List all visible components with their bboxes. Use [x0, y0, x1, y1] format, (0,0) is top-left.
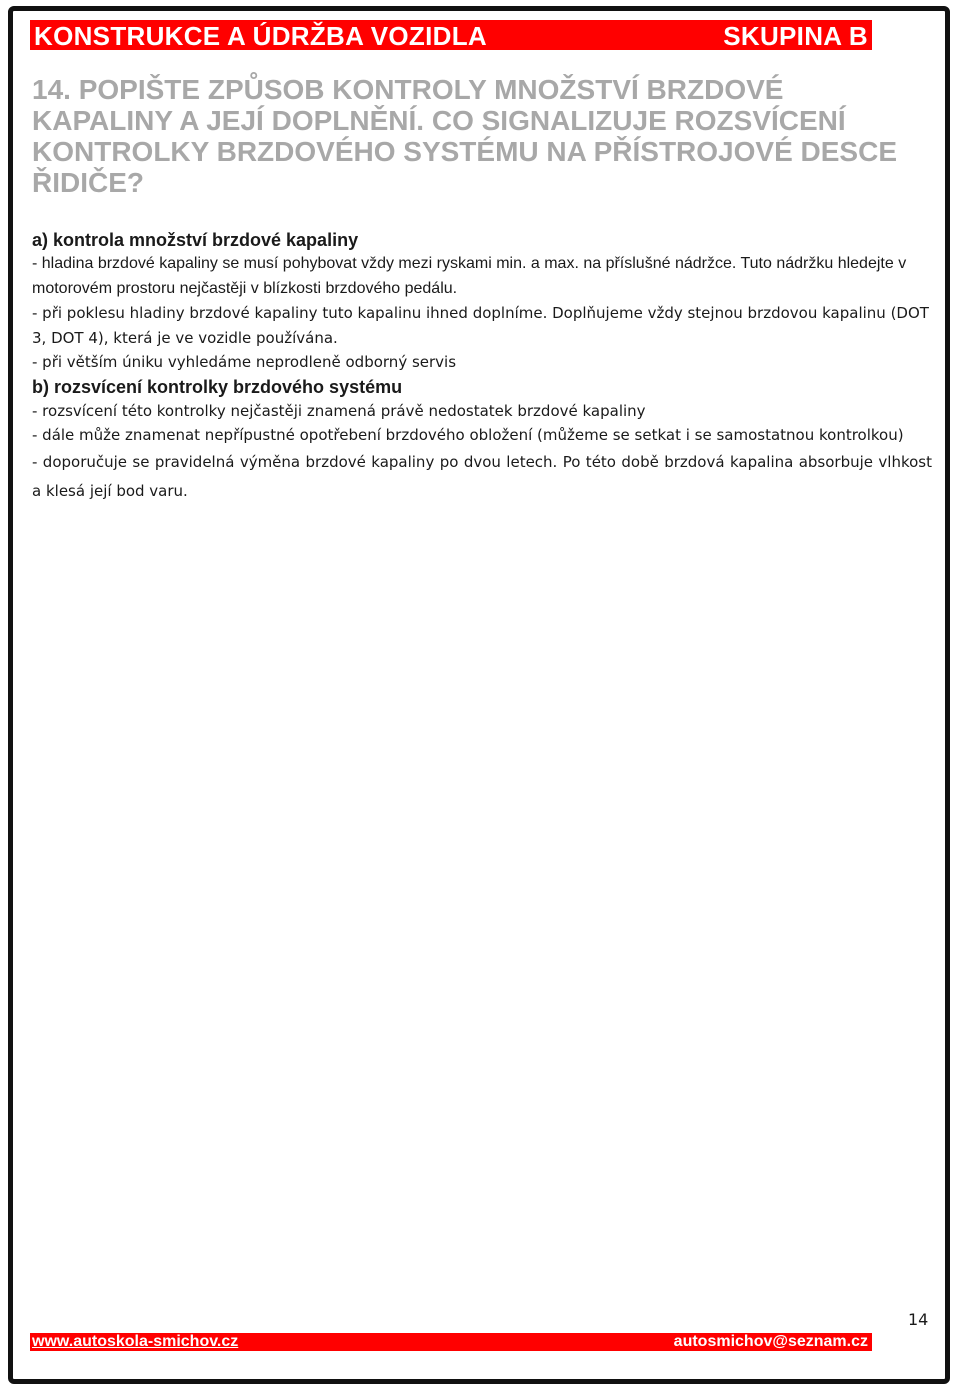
section-b-paragraph-2: - dále může znamenat nepřípustné opotřebení brzdového obložení (můžeme se setkat i se samostatnou kontrolkou): [32, 426, 904, 444]
footer-website-link[interactable]: www.autoskola-smichov.cz: [32, 1333, 239, 1350]
section-b-paragraph-3: - doporučuje se pravidelná výměna brzdové kapaliny po dvou letech. Po této době brzdová kapalina absorbuje vlhkost a klesá její bod varu.: [32, 452, 932, 500]
answer-content: [32, 228, 932, 506]
footer-bar: [30, 1333, 872, 1351]
page-number: 14: [908, 1310, 929, 1329]
header-title: KONSTRUKCE A ÚDRŽBA VOZIDLA: [34, 21, 487, 51]
section-a-heading: a) kontrola množství brzdové kapaliny: [32, 230, 359, 250]
section-a-paragraph-1: - hladina brzdové kapaliny se musí pohybovat vždy mezi ryskami min. a max. na příslušné nádržce. Tuto nádržku hledejte v motorovém prostoru nejčastěji v blízkosti brzdového pedálu.: [32, 255, 907, 297]
section-a-paragraph-3: - při větším úniku vyhledáme neprodleně odborný servis: [32, 353, 457, 371]
section-a-paragraph-2: - při poklesu hladiny brzdové kapaliny tuto kapalinu ihned doplníme. Doplňujeme vždy stejnou brzdovou kapalinu (DOT 3, DOT 4), která je ve vozidle používána.: [32, 304, 929, 347]
header-group: SKUPINA B: [723, 21, 868, 51]
header-bar: [30, 20, 872, 50]
section-b-heading: b) rozsvícení kontrolky brzdového systému: [32, 376, 403, 397]
question-heading: 14. POPIŠTE ZPŮSOB KONTROLY MNOŽSTVÍ BRZDOVÉ KAPALINY A JEJÍ DOPLNĚNÍ. CO SIGNALIZUJE ROZSVÍCENÍ KONTROLKY BRZDOVÉHO SYSTÉMU NA PŘÍSTROJOVÉ DESCE ŘIDIČE?: [32, 74, 897, 198]
footer-email[interactable]: autosmichov@seznam.cz: [673, 1333, 868, 1350]
page-border: [8, 6, 950, 1384]
section-b-paragraph-1: - rozsvícení této kontrolky nejčastěji znamená právě nedostatek brzdové kapaliny: [32, 401, 646, 420]
